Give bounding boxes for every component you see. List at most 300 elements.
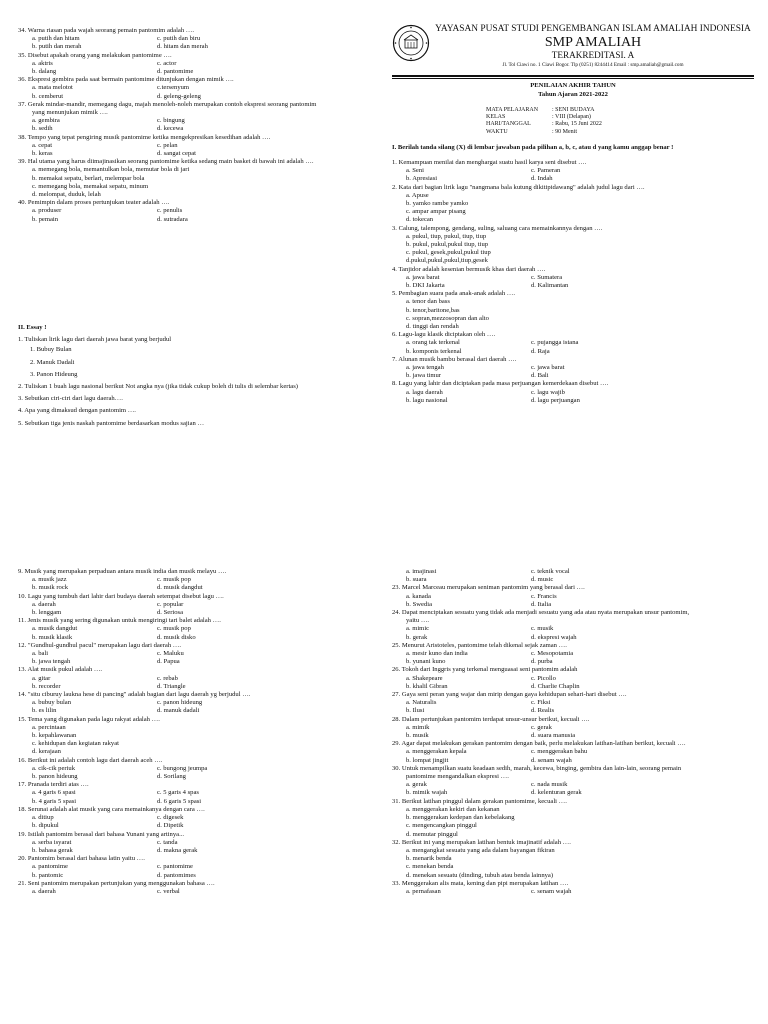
option: a. jawa barat [406,273,440,281]
question-text: 6. Lagu-lagu klasik diciptakan oleh …. [392,331,496,339]
essay-sub-item: 2. Manuk Dadali [30,358,75,366]
option-grid [18,117,378,133]
option: c. pelan [157,141,178,149]
option-grid [18,207,378,223]
option-grid [18,765,378,781]
question-text: 4. Tanjidor adalah kesenian bermusik khas dari daerah …. [392,265,546,273]
option: a. pantomime [32,863,68,871]
option: d. Charlie Chaplin [531,682,580,690]
option: b. mimik wajah [406,789,448,797]
option: c. actor [157,59,177,67]
option: a. gembira [32,117,60,125]
option: a. mimik [406,723,430,731]
question-text-cont: yaitu …. [406,617,430,625]
option: c. putih dan biru [157,35,201,43]
option-grid [18,699,378,715]
question-text: 20. Pantomim berasal dari bahasa latin yaitu …. [18,855,145,863]
question-text: 27. Gaya seni peran yang wajar dan mirip dengan gaya kehidupan sehari-hari disebut …. [392,691,627,699]
question-text: 29. Agar dapat melakukan gerakan pantomim dengan baik, perlu melakukan latihan-latihan berikut, kecuali …. [392,740,686,748]
option: b. khalil Gibran [406,682,448,690]
option: d. suara manusia [531,732,576,740]
option: b. recorder [32,682,61,690]
question-item [392,642,754,667]
option: a. Seni [406,167,424,175]
option: c. Francis [531,592,557,600]
option: b. tenor,baritone,bas [406,306,460,314]
option: d. Bali [531,372,549,380]
question-item [18,781,378,806]
option-grid [392,625,754,641]
option: c. bungong jeumpa [157,764,208,772]
option: c. lagu wajib [531,388,565,396]
question-item [392,609,754,642]
option: c. panon hideung [157,699,203,707]
question-text: 19. Istilah pantomim berasal dari bahasa Yunani yang artinya... [18,830,185,838]
question-item [392,691,754,716]
option: d. tokecan [406,216,434,224]
option-grid [18,84,378,100]
question-item [18,199,378,224]
option: c. kehidupan dan kegiatan rakyat [32,740,119,748]
option-list [392,192,754,225]
question-text: 25. Menurut Aristoteles, pantomime telah dikenal sejak zaman …. [392,641,567,649]
option: a. mesir kuno dan india [406,650,468,658]
option: d. sutradara [157,215,188,223]
option: a. mimic [406,625,430,633]
question-text: 26. Tokoh dari Inggris yang terkenal menguasai seni pantomim adalah [392,666,578,674]
question-item [18,158,378,199]
question-text: 30. Untuk menampilkan suatu keadaan sedih, marah, kecewa, binging, gembira dan lain-lain, seorang pemain [392,764,682,772]
option: a. serba isyarat [32,838,72,846]
school-name: SMP AMALIAH [544,35,642,50]
option: d. melompat, duduk, lelah [32,191,101,199]
meta-value: : 90 Menit [552,128,577,135]
option: c. verbal [157,887,180,895]
question-item [392,184,754,225]
option: b. yunani kuno [406,658,446,666]
option: c. pujangga istana [531,339,579,347]
option: a. gitar [32,674,51,682]
question-text: 11. Jenis musik yang sering digunakan untuk mengiringi tari balet adalah …. [18,617,221,625]
essay-section [18,314,378,432]
option: b. lenggam [32,609,62,617]
option: d. 6 garis 5 spasi [157,797,202,805]
option: d. musik dangdut [157,584,203,592]
option: c. Mesopotamia [531,650,574,658]
option: b. suara [406,576,427,584]
option-grid [392,389,754,405]
exam-meta [486,107,602,136]
option: c. Sumatera [531,273,563,281]
option: b. putih dan merah [32,43,82,51]
option: b. dipukul [32,822,59,830]
question-item [392,716,754,741]
right-bottom-questions [392,568,754,896]
option-grid [18,839,378,855]
option: c. musik [531,625,554,633]
option: a. putih dan hitam [32,35,80,43]
option: c. gerak [531,723,552,731]
exam-title: PENILAIAN AKHIR TAHUN [530,82,616,89]
option: d. senam wajah [531,756,572,764]
question-item [392,331,754,356]
option: d. music [531,576,554,584]
option: c. ampar ampar pisang [406,208,466,216]
option: b. lagu nasional [406,396,448,404]
option: d. pantomimes [157,871,196,879]
option: a. menggerakan kepala [406,748,467,756]
option: b. lompat jingjit [406,756,449,764]
option-grid [392,274,754,290]
question-text: 31. Berikut latihan pinggul dalam gerakan pantomime, kecuali …. [392,797,567,805]
question-item [18,52,378,77]
question-text: 32. Berikut ini yang merupakan latihan bentuk imajinatif adalah …. [392,838,571,846]
option: a. Apuse [406,191,429,199]
option-grid [392,568,754,584]
option: b. jawa timur [406,372,441,380]
option-grid [18,814,378,830]
question-text: 38. Tempo yang tepat pengiring musik pantomime ketika mengekpresikan kesedihan adalah …. [18,133,271,141]
question-text: 2. Kata dari bagian lirik lagu "nangmana bala kutung dikitipidawang" adalah judul lagu dari …. [392,183,645,191]
option: a. pernafasan [406,887,441,895]
option: c. menekan benda [406,863,454,871]
essay-question [18,420,378,428]
essay-question [18,395,378,403]
option-grid [18,576,378,592]
option-grid [18,789,378,805]
option: d. lagu perjuangan [531,396,580,404]
option: d. Seriosa [157,609,184,617]
option: d. memutar pinggul [406,830,458,838]
question-text: 13. Alat musik pukul adalah …. [18,666,103,674]
option: d. pantomime [157,68,194,76]
question-text: 40. Pemimpin dalam proses pertunjukan teater adalah …. [18,199,170,207]
option-list [392,806,754,839]
essay-question-text: 5. Sebutkan tiga jenis naskah pantomime berdasarkan modus sajian … [18,419,205,427]
option: b. musik klasik [32,633,73,641]
option-grid [392,748,754,764]
option: a. kanada [406,592,431,600]
question-text: 18. Serunai adalah alat musik yang cara memainkanya dengan cara …. [18,805,205,813]
option: a. Naturalis [406,699,437,707]
question-item [18,666,378,691]
option: b. menarik benda [406,855,452,863]
essay-heading: II. Essay ! [18,324,47,331]
school-logo-icon [392,24,430,62]
meta-key: HARI/TANGGAL [486,121,531,128]
option: c. menggerakan bahu [531,748,588,756]
essay-sub-item: 1. Bubuy Bulan [30,346,72,354]
option-grid [392,888,754,896]
question-item [18,101,378,134]
question-item [18,855,378,880]
option: a. cik-cik periuk [32,764,76,772]
option: a. gerak [406,781,427,789]
option: c. teknik vocal [531,568,570,575]
option: a. 4 garis 6 spasi [32,789,76,797]
instruction: I. Berilah tanda silang (X) di lembar jawaban pada pilihan a, b, c, atau d yang kamu anggap benar ! [392,144,674,151]
option: b. kepahlawanan [32,732,77,740]
option-grid [18,35,378,51]
option: d. Indah [531,175,553,183]
question-text: 1. Kemampuan menilai dan menghargai suatu hasil karya seni disebut …. [392,159,587,166]
option: d. Italia [531,600,552,608]
option-grid [392,781,754,797]
left-bottom-questions [18,568,378,896]
question-item [392,839,754,880]
question-item [392,798,754,839]
option: c. nada musik [531,781,568,789]
option: c. 5 garis 4 spas [157,789,199,797]
option: d. sangat cepat [157,150,196,158]
question-text: 21. Seni pantomim merupakan pertunjukan yang menggunakan bahasa …. [18,879,215,887]
option: b. menggerakan kedepan dan kebelakang [406,814,515,822]
option: d. Papua [157,658,180,666]
option-grid [392,339,754,355]
option-list [392,233,754,266]
option: a. imajinasi [406,568,437,575]
option: b. bahasa gerak [32,846,73,854]
meta-key: KELAS [486,114,506,121]
option: d. geleng-geleng [157,92,201,100]
question-text: 5. Pembagian suara pada anak-anak adalah …. [392,290,516,298]
option: b. pemain [32,215,59,223]
option: c. Maluku [157,650,184,658]
question-text: 15. Tema yang digunakan pada lagu rakyat adalah …. [18,715,160,723]
option: a. mata melotot [32,84,73,92]
option: c. Fiksi [531,699,551,707]
option: b. musik rock [32,584,69,592]
question-text: 33. Menggerakan alis mata, kening dan pipi merupakan latihan …. [392,879,569,887]
option: b. panon hideung [32,773,78,781]
question-item [18,593,378,618]
option: c. sopran,mezzosopran dan alto [406,314,489,322]
option-grid [392,699,754,715]
question-text: 37. Gerak mindar-mandir, memegang dagu, majah menoleh-noleh merupakan contoh ekspresi seorang pantomim [18,100,317,108]
question-text: 28. Dalam pertunjukan pantomim terdapat unsur-unsur berikut, kecuali …. [392,715,590,723]
option: d. menekan sesuatu (dinding, tubuh atau benda lainnya) [406,871,554,879]
question-item [392,225,754,266]
option-grid [18,142,378,158]
question-text: 14. "situ ciburuy laukna hese di pancing" adalah bagian dari lagu daerah yg berjudul …. [18,691,251,699]
right-top-questions [392,159,754,405]
question-item [18,880,378,896]
option: a. cepat [32,141,53,149]
option-list [392,847,754,880]
option: c. jawa barat [531,364,565,372]
option-list [392,298,754,331]
option: b. es lilin [32,707,57,715]
question-text: 35. Disebut apakah orang yang melakukan pantomime …. [18,51,172,59]
question-item [18,134,378,159]
option: b. gerak [406,633,428,641]
option: b. keras [32,150,53,158]
option: c. senam wajah [531,887,572,895]
option: c. musik pop [157,576,191,584]
question-text: 36. Ekspresi gembira pada saat bermain pantomime ditunjukan dengan mimik …. [18,76,234,84]
option: c. pantomime [157,863,193,871]
option: a. orang tak terkenal [406,339,460,347]
option: a. menggerakan kekiri dan kekanan [406,805,500,813]
header-divider [392,75,754,77]
option: a. produser [32,207,62,215]
essay-question-text: 3. Sebutkan ciri-ciri dari lagu daerah…. [18,395,123,403]
option: d.pukul,pukul,pukul,tiup,gesek [406,257,488,265]
question-item [18,806,378,831]
essay-sub-item: 3. Panon Hideung [30,370,78,378]
option: a. daerah [32,600,56,608]
option-grid [392,593,754,609]
question-text: 7. Alunan musik bambu berasal dari daerah …. [392,355,517,363]
accreditation: TERAKREDITASI. A [551,50,635,60]
option: a. pukul, tiup, pukul, tiup, tiup [406,232,487,240]
option-grid [392,167,754,183]
question-text: 9. Musik yang merupakan perpaduan antara musik india dan musik melayu …. [18,568,227,575]
option: b. dalang [32,68,57,76]
meta-key: WAKTU [486,128,508,135]
option-grid [18,601,378,617]
option: d. hitam dan merah [157,43,208,51]
option: c. tanda [157,838,178,846]
option: b. pukul, pukul,pukul tiup, tiup [406,241,489,249]
question-item [392,356,754,381]
left-top-questions [18,27,378,224]
option: a. jawa tengah [406,364,444,372]
option: d. Dipetik [157,822,184,830]
question-text-cont: yang menunjukan mimik …. [32,109,108,117]
question-text: 24. Dapat menciptakan sesuatu yang tidak ada menjadi sesuatu yang ada atau nyata merupakan unsur pantomim, [392,609,690,617]
option: c. mengencangkan pinggul [406,822,477,830]
option: c. memegang bola, memakai sepatu, minum [32,182,149,190]
option: a. aktris [32,59,53,67]
question-item [392,290,754,331]
meta-row [486,121,602,128]
option: c.tersenyum [157,84,190,92]
option: d. kecewa [157,125,184,133]
exam-title-block [392,82,754,99]
question-text: 17. Pranada terdiri atas …. [18,781,89,789]
option: b. pantomic [32,871,64,879]
option: a. bali [32,650,49,658]
option: d. Raja [531,347,550,355]
question-item [18,757,378,782]
foundation-name: YAYASAN PUSAT STUDI PENGEMBANGAN ISLAM AMALIAH INDONESIA [435,24,751,34]
option: a. memegang bola, memantulkan bola, memutar bola di jari [32,166,190,174]
option: a. musik dangdut [32,625,78,633]
option: b. jawa tengah [32,658,71,666]
option-grid [392,650,754,666]
question-text-cont: pantomime mengandalkan ekspresi …. [406,773,509,781]
question-item [18,831,378,856]
question-item [392,740,754,765]
option: b. yamko rambe yamko [406,200,469,208]
essay-question [18,407,378,415]
option: d. Triangle [157,682,186,690]
question-item [18,27,378,52]
option: d. kerajaan [32,748,61,756]
question-text: 10. Lagu yang tumbuh dari lahir dari budaya daerah setempat disebut lagu …. [18,592,224,600]
option: b. musik [406,732,429,740]
question-item [18,691,378,716]
option-grid [18,625,378,641]
question-text: 23. Marcel Marceau merupakan seniman pantomim yang berasal dari …. [392,584,585,592]
question-item [392,765,754,798]
question-item [18,568,378,593]
question-item [392,266,754,291]
option: b. sedih [32,125,53,133]
question-text: 8. Lagu yang lahir dan diciptakan pada masa perjuangan kemerdekaan disebut …. [392,380,609,388]
question-item [18,642,378,667]
question-item [18,617,378,642]
option: a. bubuy bulan [32,699,72,707]
option-grid [18,675,378,691]
question-item [392,380,754,405]
option: b. 4 garis 5 spasi [32,797,77,805]
option-grid [18,863,378,879]
question-text: 12. "Gundhul-gundhul pacul" merupakan lagu dari daerah …. [18,641,182,649]
option: a. mengangkat sesuatu yang ada dalam bayangan fikiran [406,846,555,854]
essay-question-text: 1. Tuliskan lirik lagu dari daerah jawa barat yang berjudul [18,336,172,344]
option: c. penulis [157,207,183,215]
option: a. tenor dan bass [406,298,450,306]
question-item [18,76,378,101]
option: c. Pameran [531,167,561,175]
option: b. Apresiasi [406,175,438,183]
essay-question-text: 2. Tuliskan 1 buah lagu nasional berikut Not angka nya (jika tidak cukup boleh di tulis di selembar kertas) [18,383,298,391]
option: d. makna gerak [157,846,198,854]
option-list [18,724,378,757]
meta-value: : SENI BUDAYA [552,107,595,113]
question-text: 3. Calung, talempong, gendang, suling, saluang cara memainkannya dengan …. [392,224,603,232]
option: b. komponis terkenal [406,347,462,355]
essay-question [18,383,378,391]
essay-sub-list [18,346,378,379]
header-divider-thin [392,78,754,79]
option-list [18,166,378,199]
option: a. percintaan [32,723,66,731]
question-item [18,716,378,757]
option: a. lagu daerah [406,388,443,396]
school-address: Jl. Tol Ciawi no. 1 Ciawi Bogor. Tlp (0251) 8244414 Email : smp.amaliah@gmail.com [502,62,684,68]
exam-year: Tahun Ajaran 2021-2022 [538,90,608,98]
option: b. Swedia [406,600,433,608]
option: b. DKI Jakarta [406,282,445,290]
option-grid [18,888,378,896]
option: a. daerah [32,887,56,895]
option: d. tinggi dan rendah [406,323,459,331]
option: c. pukul, gesek,pukul,pukul tiup [406,249,491,257]
option: a. musik jazz [32,576,67,584]
option: d. kelenturan gerak [531,789,582,797]
essay-question [18,336,378,379]
question-item [392,159,754,184]
option: c. digesek [157,814,184,822]
question-text: 34. Warna riasan pada wajah seorang pemain pantomim adalah …. [18,27,195,34]
option-grid [18,650,378,666]
meta-value: : Rabu, 15 Juni 2022 [552,121,602,128]
question-text: 39. Hal utama yang harus diimajinasikan seorang pantomime ketika sedang main basket di bawah ini adalah …. [18,158,314,166]
question-item [392,666,754,691]
option: a. Shakepeare [406,674,443,682]
question-item [392,568,754,584]
option-grid [392,724,754,740]
option: d. Sorilang [157,773,186,781]
option: d. ekspresi wajah [531,633,577,641]
option: a. ditiup [32,814,54,822]
option: d. musik disko [157,633,196,641]
question-item [392,584,754,609]
meta-row [486,114,602,121]
